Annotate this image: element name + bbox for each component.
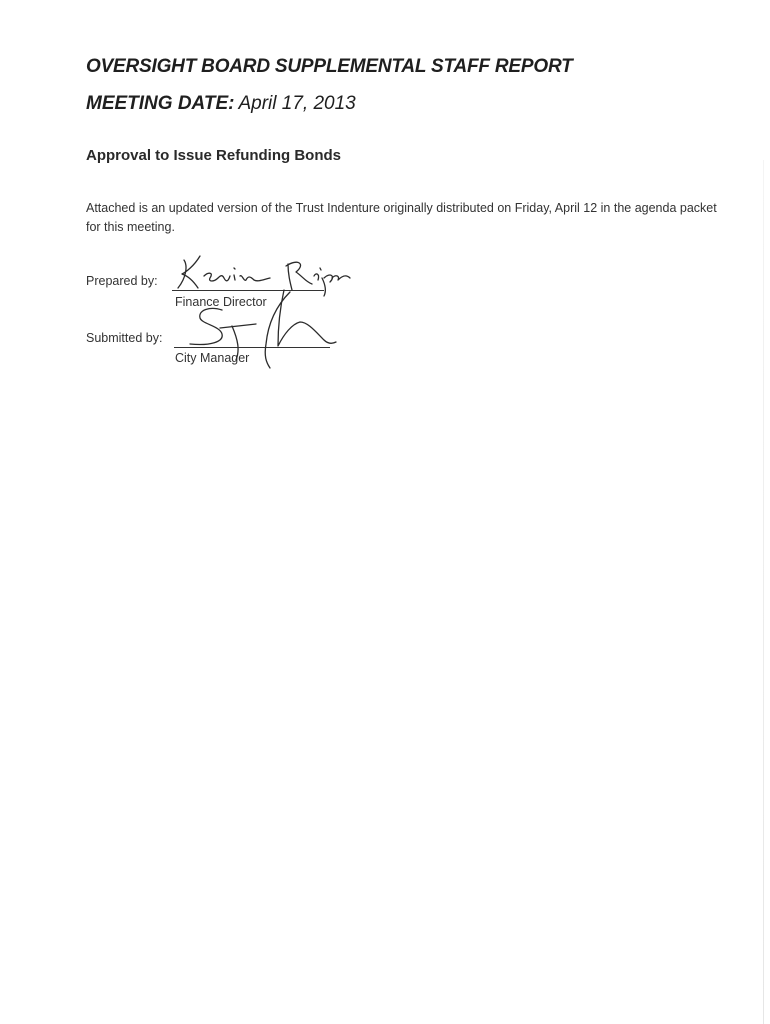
report-title: OVERSIGHT BOARD SUPPLEMENTAL STAFF REPORT [86, 56, 573, 77]
report-body: Attached is an updated version of the Trust Indenture originally distributed on Friday, April 12 in the agenda packet for this meeting. [86, 201, 717, 234]
meeting-date-value: April 17, 2013 [238, 93, 356, 114]
scan-edge [763, 160, 764, 1024]
report-subject: Approval to Issue Refunding Bonds [86, 147, 342, 164]
submitted-by-title: City Manager [175, 351, 250, 365]
submitted-signature [180, 284, 340, 374]
prepared-by-label: Prepared by: [86, 274, 158, 288]
meeting-date-line [86, 93, 356, 115]
submitted-by-label: Submitted by: [86, 331, 163, 345]
meeting-date-label: MEETING DATE: [86, 93, 235, 114]
prepared-by-title: Finance Director [175, 295, 267, 309]
